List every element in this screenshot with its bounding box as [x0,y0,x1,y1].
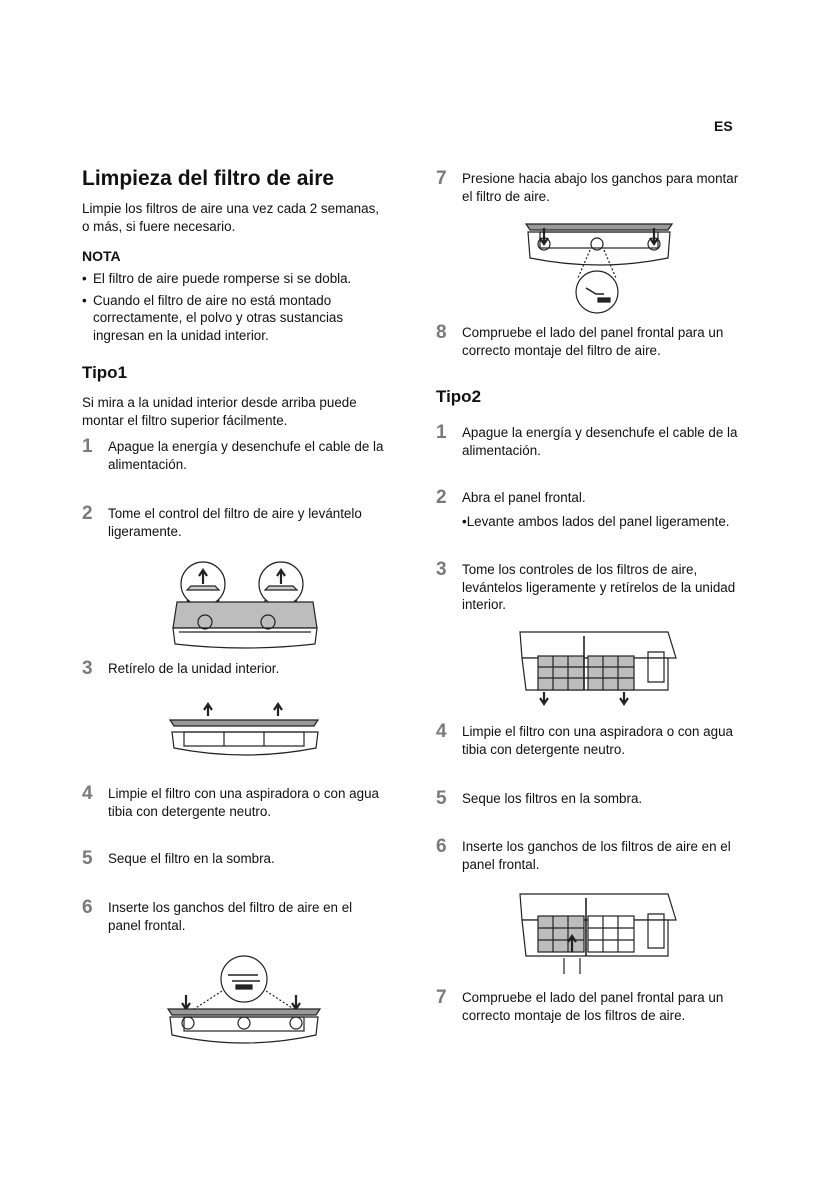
step-number: 7 [436,168,447,189]
step-line: Abra el panel frontal. [462,490,586,505]
step-line: alimentación. [108,456,187,472]
insert-filters-illustration [518,892,678,976]
step-line: correcto montaje del filtro de aire. [462,342,661,358]
step-number: 6 [436,836,447,857]
intro-paragraph [82,200,379,235]
insert-hooks-illustration [166,955,322,1055]
step-line: Tome los controles de los filtros de aire, [462,562,698,577]
step-line: Seque los filtros en la sombra. [462,791,643,806]
step-line: correcto montaje de los filtros de aire. [462,1007,686,1023]
intro-line: o más, si fuere necesario. [82,218,236,234]
step-line: el filtro de aire. [462,188,550,204]
tipo1-title: Tipo1 [82,363,128,382]
step-line: Compruebe el lado del panel frontal para un [462,990,724,1005]
step-number: 4 [436,721,447,742]
remove-filter-illustration [168,702,322,764]
intro-line: Limpie los filtros de aire una vez cada 2 semanas, [82,201,379,216]
tipo1-intro-line: montar el filtro superior fácilmente. [82,412,288,428]
note-title: NOTA [82,248,121,264]
step-number: 5 [436,788,447,809]
page-title: Limpieza del filtro de aire [82,167,335,190]
step-line: Tome el control del filtro de aire y levántelo [108,506,362,521]
step-number: 3 [82,658,93,679]
step-line: Compruebe el lado del panel frontal para un [462,325,724,340]
step-line: tibia con detergente neutro. [462,741,626,757]
note-item [82,270,412,288]
step-line: Retírelo de la unidad interior. [108,661,280,676]
step-line: tibia con detergente neutro. [108,803,272,819]
step-number: 5 [82,848,93,869]
step-line: panel frontal. [462,856,540,872]
step-line: Presione hacia abajo los ganchos para montar [462,171,739,186]
step-sub-bullet: • Levante ambos lados del panel ligeramente. [462,513,762,531]
step-line: Inserte los ganchos de los filtros de aire en el [462,839,731,854]
note-line: • El filtro de aire puede romperse si se dobla. [93,271,352,286]
step-line: Inserte los ganchos del filtro de aire en el [108,900,353,915]
tipo1-intro-line: Si mira a la unidad interior desde arriba puede [82,395,357,410]
step-line: Apague la energía y desenchufe el cable de la [108,439,384,454]
note-line: ingresan en la unidad interior. [93,327,269,343]
step-line: Limpie el filtro con una aspiradora o con agua [462,724,733,739]
step-number: 4 [82,783,93,804]
note-line: correctamente, el polvo y otras sustancias [93,310,344,325]
lift-filter-illustration [165,560,325,652]
step-number: 2 [82,503,93,524]
step-number: 1 [82,436,93,457]
step-number: 1 [436,422,447,443]
step-line: Apague la energía y desenchufe el cable de la [462,425,738,440]
step-line: levántelos ligeramente y retírelos de la unidad [462,579,736,595]
press-hooks-illustration [524,222,674,314]
note-list [82,270,412,348]
step-line: panel frontal. [108,917,186,933]
step-line: Seque el filtro en la sombra. [108,851,275,866]
step-line: interior. [462,597,506,612]
language-code: ES [714,118,733,134]
tipo2-title: Tipo2 [436,387,482,406]
step-number: 3 [436,559,447,580]
open-panel-remove-filters-illustration [518,630,678,706]
note-line: • Cuando el filtro de aire no está montado [93,292,332,308]
step-line: ligeramente. [108,523,182,539]
step-number: 7 [436,987,447,1008]
step-number: 6 [82,897,93,918]
step-line: alimentación. [462,442,541,458]
step-number: 2 [436,487,447,508]
step-line: Limpie el filtro con una aspiradora o con agua [108,786,379,801]
note-item [82,292,412,345]
step-number: 8 [436,322,447,343]
tipo1-intro [82,394,357,429]
